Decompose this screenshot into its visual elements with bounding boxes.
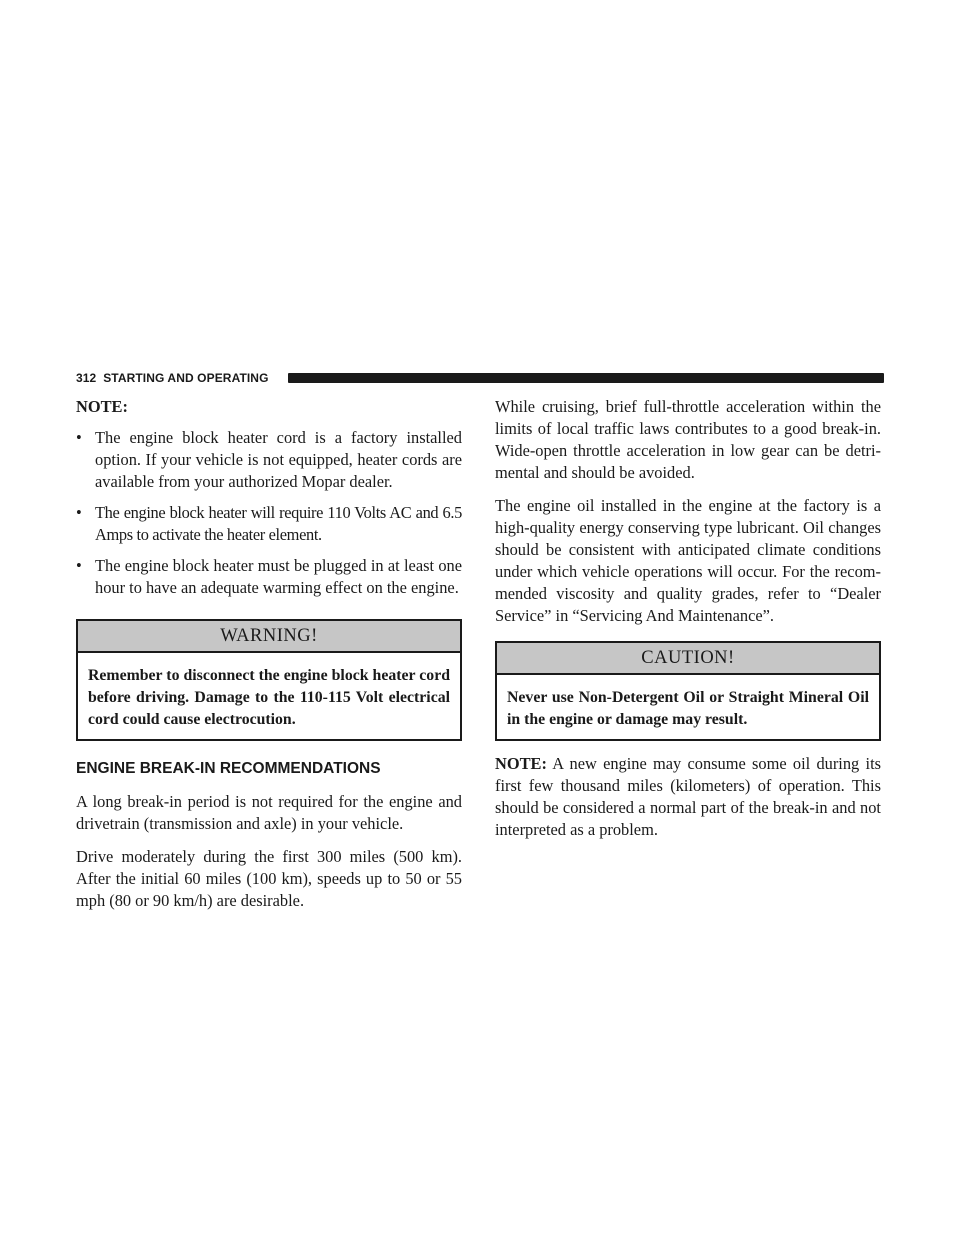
- note-text: A new engine may consume some oil during its first few thousand miles (kilometers) of operation. This should be considered a normal part of the break-in and not interpreted as a problem.: [495, 754, 882, 839]
- caution-body: Never use Non-Detergent Oil or Straight Mineral Oil in the engine or damage may result.: [507, 689, 869, 728]
- header-rule: [288, 373, 884, 383]
- bullet-dot: •: [76, 556, 82, 575]
- page-number: 312: [76, 371, 97, 385]
- right-column: [495, 396, 881, 841]
- header-text: [76, 371, 269, 385]
- warning-body: Remember to disconnect the engine block heater cord before driving. Damage to the 110-115 Volt electrical cord could cause electrocution.: [88, 667, 450, 728]
- section-title: STARTING AND OPERATING: [103, 371, 269, 385]
- bullet-dot: •: [76, 428, 82, 447]
- bullet-item: [76, 555, 462, 599]
- page-header: [76, 371, 884, 385]
- bullet-text: The engine block heater must be plugged in at least one hour to have an adequate warming effect on the engine.: [95, 556, 462, 597]
- bullet-item: [76, 427, 462, 493]
- caution-box: [495, 641, 881, 741]
- bullet-text: The engine block heater cord is a factory installed option. If your vehicle is not equipped, heater cords are available from your authorized Mopar dealer.: [95, 428, 462, 491]
- warning-title: WARNING!: [78, 621, 460, 653]
- note-label: NOTE:: [76, 397, 128, 416]
- paragraph: A long break-in period is not required for the engine and drivetrain (transmission and axle) in your vehicle.: [76, 792, 462, 833]
- paragraph: Drive moderately during the first 300 miles (500 km). After the initial 60 miles (100 km), speeds up to 50 or 55 mph (80 or 90 km/h) are desirable.: [76, 847, 462, 910]
- warning-box: [76, 619, 462, 741]
- bullet-text: The engine block heater will require 110 Volts AC and 6.5 Amps to activate the heater element.: [95, 503, 462, 544]
- left-column: [76, 396, 462, 923]
- paragraph: While cruising, brief full-throttle acceleration within the limits of local traffic laws contributes to a good break-in. Wide-open throttle acceleration in low gear can be detri- mental and should be avoided.: [495, 397, 881, 482]
- note-bullet-list: [76, 427, 462, 599]
- note-paragraph: [495, 753, 881, 841]
- note-label: NOTE:: [495, 754, 547, 773]
- section-heading: ENGINE BREAK-IN RECOMMENDATIONS: [76, 760, 381, 777]
- bullet-item: [76, 502, 462, 546]
- caution-title: CAUTION!: [497, 643, 879, 675]
- paragraph: The engine oil installed in the engine at the factory is a high-quality energy conserving type lubricant. Oil changes should be consistent with anticipated climate conditions under which vehicle operations will occur. For the recom- mended viscosity and quality grades, refer to “Dealer Service” in “Servicing And Maintenance”.: [495, 496, 881, 625]
- bullet-dot: •: [76, 503, 82, 522]
